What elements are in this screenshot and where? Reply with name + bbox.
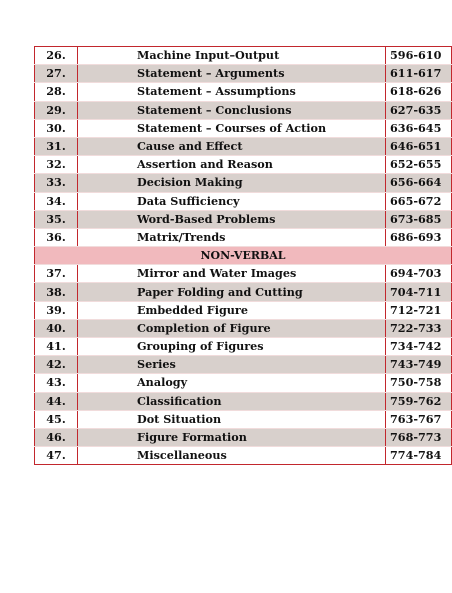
- contents-row: [35, 47, 452, 65]
- chapter-number: 36.: [35, 228, 78, 246]
- page-range: 722-733: [386, 319, 452, 337]
- page-range: 759-762: [386, 392, 452, 410]
- contents-row: [35, 447, 452, 465]
- chapter-number: 31.: [35, 137, 78, 155]
- chapter-title: Completion of Figure: [78, 319, 386, 337]
- contents-row: [35, 392, 452, 410]
- contents-row: [35, 137, 452, 155]
- page-range: 673-685: [386, 210, 452, 228]
- chapter-number: 38.: [35, 283, 78, 301]
- chapter-number: 37.: [35, 265, 78, 283]
- chapter-number: 27.: [35, 65, 78, 83]
- section-heading: NON-VERBAL: [35, 247, 452, 265]
- page-range: 686-693: [386, 228, 452, 246]
- section-heading-row: [35, 247, 452, 265]
- contents-table-body: [35, 47, 452, 465]
- chapter-number: 28.: [35, 83, 78, 101]
- chapter-title: Figure Formation: [78, 428, 386, 446]
- contents-row: [35, 210, 452, 228]
- page-range: 763-767: [386, 410, 452, 428]
- chapter-title: Dot Situation: [78, 410, 386, 428]
- chapter-number: 41.: [35, 338, 78, 356]
- page-range: 627-635: [386, 101, 452, 119]
- chapter-title: Series: [78, 356, 386, 374]
- contents-row: [35, 283, 452, 301]
- page-range: 596-610: [386, 47, 452, 65]
- page-range: 734-742: [386, 338, 452, 356]
- chapter-number: 32.: [35, 156, 78, 174]
- chapter-title: Miscellaneous: [78, 447, 386, 465]
- contents-row: [35, 374, 452, 392]
- chapter-title: Statement – Assumptions: [78, 83, 386, 101]
- chapter-number: 26.: [35, 47, 78, 65]
- contents-row: [35, 319, 452, 337]
- chapter-number: 43.: [35, 374, 78, 392]
- page-range: 704-711: [386, 283, 452, 301]
- contents-row: [35, 119, 452, 137]
- chapter-number: 29.: [35, 101, 78, 119]
- contents-table: [34, 46, 452, 465]
- contents-row: [35, 65, 452, 83]
- chapter-number: 35.: [35, 210, 78, 228]
- page-range: 768-773: [386, 428, 452, 446]
- chapter-number: 39.: [35, 301, 78, 319]
- chapter-number: 30.: [35, 119, 78, 137]
- contents-row: [35, 356, 452, 374]
- chapter-number: 42.: [35, 356, 78, 374]
- chapter-number: 34.: [35, 192, 78, 210]
- page-range: 646-651: [386, 137, 452, 155]
- chapter-title: Paper Folding and Cutting: [78, 283, 386, 301]
- page-range: 743-749: [386, 356, 452, 374]
- chapter-number: 45.: [35, 410, 78, 428]
- contents-row: [35, 301, 452, 319]
- page-range: 694-703: [386, 265, 452, 283]
- chapter-title: Embedded Figure: [78, 301, 386, 319]
- contents-row: [35, 192, 452, 210]
- page-range: 774-784: [386, 447, 452, 465]
- chapter-title: Statement – Arguments: [78, 65, 386, 83]
- page-range: 618-626: [386, 83, 452, 101]
- page-range: 712-721: [386, 301, 452, 319]
- contents-row: [35, 338, 452, 356]
- chapter-title: Cause and Effect: [78, 137, 386, 155]
- contents-row: [35, 428, 452, 446]
- chapter-number: 44.: [35, 392, 78, 410]
- chapter-number: 33.: [35, 174, 78, 192]
- page-range: 611-617: [386, 65, 452, 83]
- contents-row: [35, 265, 452, 283]
- contents-row: [35, 101, 452, 119]
- page-range: 665-672: [386, 192, 452, 210]
- chapter-title: Word-Based Problems: [78, 210, 386, 228]
- contents-row: [35, 410, 452, 428]
- contents-row: [35, 156, 452, 174]
- chapter-title: Statement – Courses of Action: [78, 119, 386, 137]
- chapter-title: Classification: [78, 392, 386, 410]
- chapter-title: Assertion and Reason: [78, 156, 386, 174]
- chapter-title: Matrix/Trends: [78, 228, 386, 246]
- chapter-title: Grouping of Figures: [78, 338, 386, 356]
- chapter-number: 46.: [35, 428, 78, 446]
- chapter-title: Decision Making: [78, 174, 386, 192]
- chapter-number: 40.: [35, 319, 78, 337]
- page-range: 656-664: [386, 174, 452, 192]
- chapter-title: Machine Input–Output: [78, 47, 386, 65]
- chapter-title: Analogy: [78, 374, 386, 392]
- chapter-number: 47.: [35, 447, 78, 465]
- chapter-title: Mirror and Water Images: [78, 265, 386, 283]
- page-range: 652-655: [386, 156, 452, 174]
- page-range: 636-645: [386, 119, 452, 137]
- chapter-title: Data Sufficiency: [78, 192, 386, 210]
- chapter-title: Statement – Conclusions: [78, 101, 386, 119]
- contents-row: [35, 83, 452, 101]
- contents-row: [35, 228, 452, 246]
- contents-row: [35, 174, 452, 192]
- page-range: 750-758: [386, 374, 452, 392]
